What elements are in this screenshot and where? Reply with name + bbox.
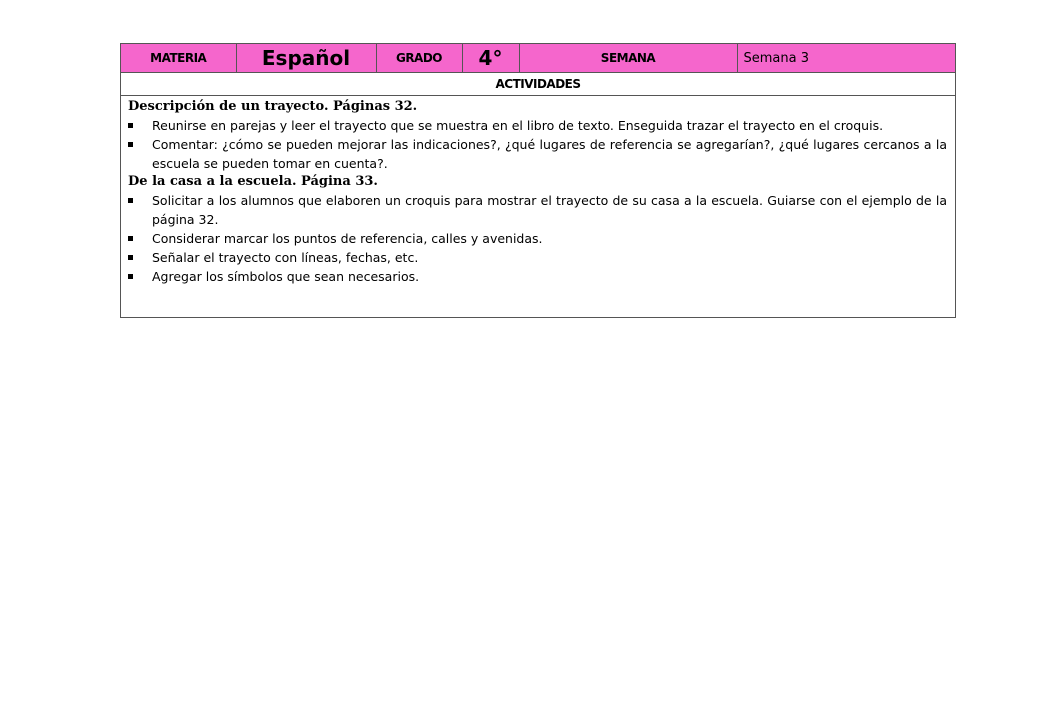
list-item [128, 229, 947, 248]
list-item-text: Solicitar a los alumnos que elaboren un croquis para mostrar el trayecto de su casa a la escuela. Guiarse con el ejemplo de la página 32. [152, 193, 947, 227]
list-item [128, 135, 947, 173]
bullet-icon [128, 236, 133, 241]
list-item-text: Reunirse en parejas y leer el trayecto que se muestra en el libro de texto. Enseguida trazar el trayecto en el croquis. [152, 118, 884, 133]
list-item [128, 248, 947, 267]
grado-value: 4° [462, 44, 519, 73]
activity-list [128, 191, 947, 286]
semana-value: Semana 3 [737, 44, 955, 73]
list-item-text: Comentar: ¿cómo se pueden mejorar las indicaciones?, ¿qué lugares de referencia se agregarían?, ¿qué lugares cercanos a la escuela se pueden tomar en cuenta?. [152, 137, 947, 171]
section-heading: De la casa a la escuela. Página 33. [128, 174, 378, 189]
bullet-icon [128, 255, 133, 260]
grado-label: GRADO [376, 44, 462, 73]
header-row [121, 44, 955, 73]
bullet-icon [128, 142, 133, 147]
activity-list [128, 116, 947, 173]
list-item-text: Señalar el trayecto con líneas, fechas, etc. [152, 250, 419, 265]
list-item-text: Considerar marcar los puntos de referencia, calles y avenidas. [152, 231, 543, 246]
list-item-text: Agregar los símbolos que sean necesarios. [152, 269, 420, 284]
bullet-icon [128, 198, 133, 203]
materia-value: Español [236, 44, 376, 73]
bullet-icon [128, 274, 133, 279]
section-heading: Descripción de un trayecto. Páginas 32. [128, 99, 418, 114]
list-item [128, 116, 947, 135]
list-item [128, 267, 947, 286]
lesson-plan-table [120, 43, 956, 318]
activities-body [121, 96, 955, 317]
bullet-icon [128, 123, 133, 128]
activities-title: ACTIVIDADES [121, 73, 955, 96]
semana-label: SEMANA [519, 44, 737, 73]
list-item [128, 191, 947, 229]
materia-label: MATERIA [121, 44, 236, 73]
